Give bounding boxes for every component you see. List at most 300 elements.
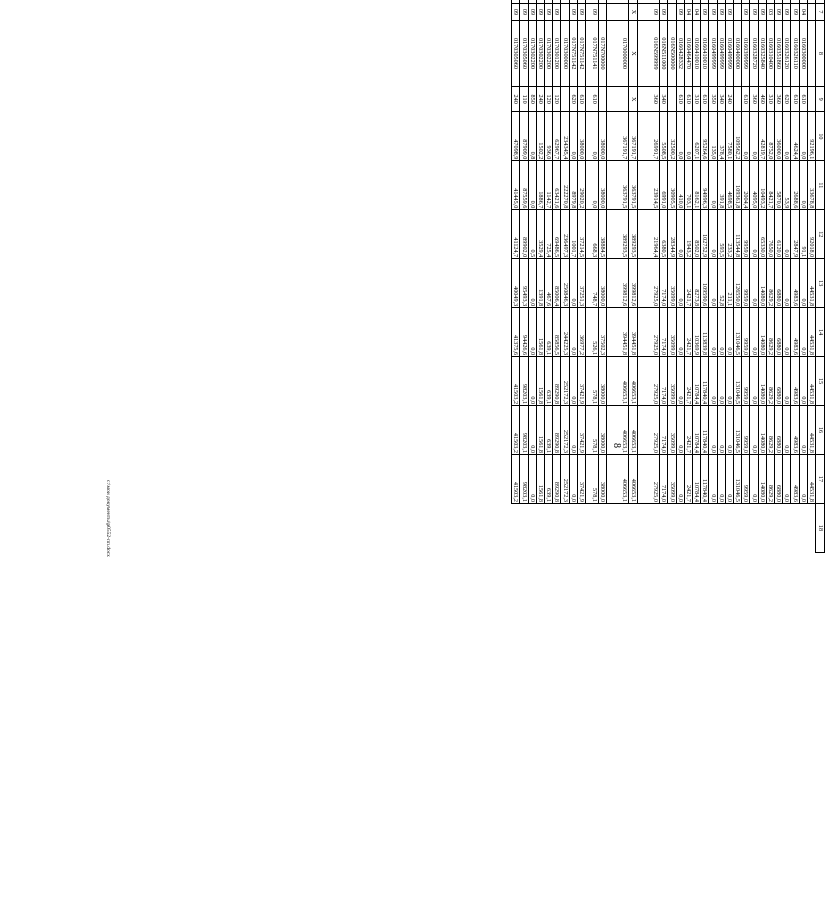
code-cell: 0170305060 [512, 20, 520, 86]
table-row [725, 0, 733, 553]
header-cell: 7 [816, 3, 825, 20]
code-cell: X [629, 86, 637, 112]
code-cell: 340 [660, 86, 668, 112]
value-cell: 5508,5 [660, 112, 668, 161]
value-cell: 37421,9 [577, 455, 585, 504]
value-cell: 9959,0 [742, 406, 750, 455]
value-cell: 0,0 [569, 406, 577, 455]
rotated-table-area [235, 0, 825, 553]
value-cell: 6207,1 [692, 112, 700, 161]
header-cell: 16 [816, 406, 825, 455]
value-cell: 0,0 [750, 259, 758, 308]
code-cell: 0160499999 [725, 20, 733, 86]
value-cell: 7580,1 [725, 112, 733, 161]
value-cell: 23914,5 [637, 161, 660, 210]
value-cell: 6991,0 [660, 161, 668, 210]
table-row [766, 0, 774, 553]
code-cell: 09 [520, 3, 528, 20]
code-cell: 0160300000 [799, 20, 807, 86]
table-row [536, 0, 544, 553]
value-cell: 94996,3 [701, 161, 709, 210]
code-cell: 016N511000 [660, 20, 668, 86]
value-cell: 28344,9 [668, 210, 676, 259]
value-cell: 10784,4 [692, 406, 700, 455]
value-cell: 62967,7 [553, 112, 561, 161]
value-cell: 94426,6 [520, 308, 528, 357]
value-cell: 92018,0 [807, 210, 815, 259]
value-cell: 250846,3 [561, 259, 569, 308]
value-cell: 0,0 [709, 161, 717, 210]
value-cell: 5870,0 [774, 161, 782, 210]
code-cell: 240 [536, 86, 544, 112]
value-cell: 89902,0 [520, 210, 528, 259]
value-cell: 7174,0 [660, 406, 668, 455]
value-cell: 211,1 [725, 259, 733, 308]
value-cell: 0,0 [586, 161, 598, 210]
value-cell: 98203,1 [520, 406, 528, 455]
value-cell: 89290,8 [553, 406, 561, 455]
code-cell: 017N751142 [577, 20, 585, 86]
value-cell: 135,0 [709, 112, 717, 161]
value-cell: 748,7 [586, 259, 598, 308]
code-cell: 04 [692, 3, 700, 20]
value-cell: 0,0 [799, 308, 807, 357]
value-cell: 7650,0 [766, 210, 774, 259]
code-cell: 0160326120 [783, 20, 791, 86]
value-cell: 26991,7 [637, 112, 660, 161]
value-cell: 91,1 [799, 210, 807, 259]
value-cell: 8273,8 [692, 259, 700, 308]
code-cell [598, 3, 606, 20]
value-cell: 32500,2 [668, 112, 676, 161]
code-cell: 09 [545, 3, 553, 20]
code-cell: 017N700000 [598, 20, 606, 86]
footer-path: с:\мои документы\р0552-пп.docx [105, 480, 111, 557]
code-cell: 110 [520, 86, 528, 112]
value-cell: 252172,3 [561, 357, 569, 406]
value-cell: 47098,9 [512, 112, 520, 161]
value-cell: 0,0 [676, 112, 684, 161]
value-cell: 6880,0 [774, 406, 782, 455]
code-cell: 04 [799, 3, 807, 20]
value-cell: 8979,8 [569, 161, 577, 210]
value-cell: 109562,2 [733, 112, 741, 161]
value-cell: 131046,5 [733, 357, 741, 406]
code-cell: 0170302200 [536, 20, 544, 86]
value-cell: 578,1 [586, 406, 598, 455]
value-cell: 0,0 [709, 357, 717, 406]
value-cell: 113839,8 [701, 308, 709, 357]
value-cell: 35099,0 [668, 406, 676, 455]
value-cell: 0,0 [725, 406, 733, 455]
table-row [676, 0, 684, 553]
value-cell: 44531,8 [807, 406, 815, 455]
code-cell [807, 86, 815, 112]
code-cell [561, 3, 569, 20]
value-cell: 131046,5 [733, 406, 741, 455]
value-cell: 1561,8 [536, 455, 544, 504]
code-cell: 09 [512, 3, 520, 20]
value-cell: 38000,0 [598, 112, 606, 161]
header-cell: 10 [816, 112, 825, 161]
value-cell: 363791,5 [629, 161, 637, 210]
code-cell: 610 [577, 86, 585, 112]
value-cell: 38000,0 [598, 406, 606, 455]
value-cell: 41445,0 [512, 161, 520, 210]
value-cell: 37502,3 [598, 308, 606, 357]
header-cell: 8 [816, 20, 825, 86]
code-cell: 017N751142 [569, 20, 577, 86]
code-cell: X [629, 20, 637, 86]
value-cell: 29020,2 [577, 161, 585, 210]
value-cell: 3529,4 [536, 210, 544, 259]
header-cell: 18 [816, 503, 825, 552]
value-cell: 0,0 [528, 308, 536, 357]
code-cell: 610 [742, 86, 750, 112]
value-cell: 406653,1 [629, 357, 637, 406]
code-cell: 310 [692, 86, 700, 112]
value-cell: 1886,7 [536, 161, 544, 210]
value-cell: 1502,2 [536, 112, 544, 161]
code-cell [733, 86, 741, 112]
table-row [717, 0, 725, 553]
value-cell: 52,8 [717, 259, 725, 308]
value-cell: 27925,0 [637, 357, 660, 406]
value-cell: 102752,9 [701, 210, 709, 259]
code-cell: 310 [766, 86, 774, 112]
value-cell: 0,0 [783, 112, 791, 161]
value-cell: 9959,0 [742, 210, 750, 259]
code-cell: 016N599999 [637, 20, 660, 86]
code-cell: 360 [774, 86, 782, 112]
value-cell: 0,0 [528, 259, 536, 308]
value-cell: 578,1 [586, 455, 598, 504]
table-row [742, 0, 750, 553]
value-cell: 38000,0 [598, 455, 606, 504]
value-cell: 89290,8 [553, 455, 561, 504]
value-cell: 0,0 [783, 308, 791, 357]
code-cell: 09 [758, 3, 766, 20]
value-cell: 593,5 [717, 210, 725, 259]
code-cell: 09 [569, 3, 577, 20]
value-cell: 41124,7 [512, 210, 520, 259]
value-cell: 233,2 [725, 210, 733, 259]
value-cell: 27925,0 [637, 259, 660, 308]
value-cell: 639,1 [545, 308, 553, 357]
value-cell: 0,0 [684, 112, 692, 161]
value-cell: 0,0 [528, 455, 536, 504]
value-cell: 1391,8 [536, 259, 544, 308]
value-cell: 92196,1 [807, 112, 815, 161]
value-cell: 0,5 [528, 210, 536, 259]
code-cell: 09 [701, 3, 709, 20]
value-cell: 7174,0 [660, 455, 668, 504]
code-cell: 09 [553, 3, 561, 20]
value-cell: 0,0 [528, 357, 536, 406]
value-cell: 2847,9 [791, 210, 799, 259]
table-row [668, 0, 676, 553]
value-cell: 0,0 [676, 259, 684, 308]
table-row [553, 0, 561, 553]
value-cell: 936,0 [545, 112, 553, 161]
value-cell: 65330,0 [758, 210, 766, 259]
value-cell: 9959,0 [742, 455, 750, 504]
value-cell: 0,0 [676, 455, 684, 504]
header-row [816, 0, 825, 553]
value-cell: 378,4 [717, 112, 725, 161]
code-cell: 850 [528, 86, 536, 112]
code-cell: 0160410010 [701, 20, 709, 86]
table-row [791, 0, 799, 553]
value-cell: 37421,9 [577, 406, 585, 455]
code-cell: 610 [684, 86, 692, 112]
code-cell: 09 [725, 3, 733, 20]
code-cell: 350 [709, 86, 717, 112]
value-cell: 8629,2 [766, 455, 774, 504]
value-cell: 6880,0 [774, 259, 782, 308]
table-row [660, 0, 668, 553]
value-cell: 0,0 [569, 455, 577, 504]
value-cell: 399812,6 [629, 259, 637, 308]
code-cell: 09 [774, 3, 782, 20]
value-cell: 639,1 [545, 357, 553, 406]
value-cell: 41375,6 [512, 308, 520, 357]
value-cell: 367191,7 [629, 112, 637, 161]
value-cell: 0,0 [676, 357, 684, 406]
code-cell: 620 [569, 86, 577, 112]
header-cell: 11 [816, 161, 825, 210]
value-cell: 0,0 [799, 357, 807, 406]
value-cell: 1142,7 [545, 161, 553, 210]
header-cell: 9 [816, 86, 825, 112]
value-cell: 639,1 [545, 406, 553, 455]
table-row [750, 0, 758, 553]
value-cell: 36000,0 [774, 112, 782, 161]
value-cell: 85006,4 [553, 259, 561, 308]
value-cell: 1561,8 [536, 308, 544, 357]
value-cell: 0,0 [709, 210, 717, 259]
value-cell: 14080,0 [758, 455, 766, 504]
value-cell: 725,4 [545, 210, 553, 259]
value-cell: 35099,0 [668, 308, 676, 357]
value-cell: 9959,0 [742, 357, 750, 406]
value-cell: 38000,0 [598, 161, 606, 210]
value-cell: 44531,8 [807, 308, 815, 357]
value-cell: 0,0 [750, 308, 758, 357]
value-cell: 14080,0 [758, 406, 766, 455]
page-number: 8 [611, 443, 622, 448]
table-row [807, 0, 815, 553]
value-cell: 41503,2 [512, 406, 520, 455]
code-cell: 09 [742, 3, 750, 20]
table-row [709, 0, 717, 553]
code-cell: 0160400000 [733, 20, 741, 86]
value-cell: 8752,0 [766, 112, 774, 161]
value-cell: 406653,1 [629, 455, 637, 504]
value-cell: 2421,7 [684, 308, 692, 357]
value-cell: 0,0 [528, 406, 536, 455]
code-cell: 0160464470 [684, 20, 692, 86]
value-cell: 37214,5 [577, 210, 585, 259]
table-row [561, 0, 569, 553]
value-cell: 6120,0 [774, 210, 782, 259]
value-cell: 8629,2 [766, 406, 774, 455]
code-cell [606, 86, 629, 112]
value-cell: 4983,6 [791, 308, 799, 357]
value-cell: 35099,0 [668, 259, 676, 308]
value-cell: 0,0 [717, 357, 725, 406]
value-cell: 1561,8 [536, 357, 544, 406]
code-cell: 0160325840 [758, 20, 766, 86]
value-cell: 703,1 [684, 161, 692, 210]
value-cell: 0,0 [742, 112, 750, 161]
value-cell: 0,0 [725, 455, 733, 504]
value-cell: 109590,6 [701, 259, 709, 308]
table-row [758, 0, 766, 553]
value-cell: 95264,6 [701, 112, 709, 161]
code-cell: X [629, 3, 637, 20]
code-cell: 0160428332 [676, 20, 684, 86]
value-cell: 113544,8 [733, 210, 741, 259]
code-cell: 0170000000 [606, 20, 629, 86]
value-cell: 0,0 [569, 357, 577, 406]
value-cell: 0,0 [569, 259, 577, 308]
value-cell: 98203,1 [520, 357, 528, 406]
value-cell: 244225,3 [561, 308, 569, 357]
value-cell: 406653,1 [629, 406, 637, 455]
code-cell: 0160499999 [717, 20, 725, 86]
code-cell [561, 86, 569, 112]
value-cell: 6380,5 [660, 210, 668, 259]
table-row [512, 0, 520, 553]
value-cell: 38000,0 [598, 357, 606, 406]
value-cell: 1001,7 [569, 210, 577, 259]
budget-table [511, 0, 825, 553]
value-cell: 1561,8 [536, 406, 544, 455]
value-cell: 126550,0 [733, 259, 741, 308]
value-cell: 40049,3 [512, 259, 520, 308]
table-row [577, 0, 585, 553]
value-cell: 2688,6 [791, 161, 799, 210]
value-cell: 6880,0 [774, 357, 782, 406]
code-cell: 610 [701, 86, 709, 112]
value-cell: 0,0 [709, 259, 717, 308]
value-cell: 4983,6 [791, 357, 799, 406]
code-cell: 03 [766, 3, 774, 20]
value-cell: 0,8 [528, 112, 536, 161]
value-cell: 131046,5 [733, 455, 741, 504]
table-row [606, 0, 629, 553]
value-cell: 0,0 [750, 406, 758, 455]
value-cell: 41503,2 [512, 357, 520, 406]
code-cell: 0160310400 [766, 20, 774, 86]
code-cell: 240 [725, 86, 733, 112]
value-cell: 117840,4 [701, 455, 709, 504]
code-cell: 610 [586, 86, 598, 112]
value-cell: 0,0 [725, 357, 733, 406]
table-row [774, 0, 782, 553]
value-cell: 526,1 [586, 308, 598, 357]
value-cell: 35099,0 [668, 455, 676, 504]
code-cell: 09 [750, 3, 758, 20]
code-cell: 0170305060 [520, 20, 528, 86]
value-cell: 406653,1 [606, 357, 629, 406]
value-cell: 36977,2 [577, 308, 585, 357]
value-cell: 44531,8 [807, 259, 815, 308]
value-cell: 4624,4 [791, 112, 799, 161]
value-cell: 21964,4 [637, 210, 660, 259]
code-cell: 620 [783, 86, 791, 112]
value-cell: 27925,0 [637, 406, 660, 455]
value-cell: 406653,1 [606, 455, 629, 504]
value-cell: 8502,0 [692, 210, 700, 259]
table-body [512, 0, 825, 553]
value-cell: 41503,2 [512, 455, 520, 504]
value-cell: 8629,2 [766, 259, 774, 308]
value-cell: 222270,8 [561, 161, 569, 210]
value-cell: 367191,7 [606, 112, 629, 161]
value-cell: 0,0 [750, 112, 758, 161]
code-cell: 0170302200 [545, 20, 553, 86]
table-row [545, 0, 553, 553]
value-cell: 0,0 [725, 308, 733, 357]
value-cell: 389293,5 [629, 210, 637, 259]
code-cell: 0160399999 [742, 20, 750, 86]
value-cell: 0,0 [709, 308, 717, 357]
header-cell: 17 [816, 455, 825, 504]
value-cell: 44531,8 [807, 357, 815, 406]
code-cell: 360 [750, 86, 758, 112]
value-cell: 0,0 [799, 259, 807, 308]
value-cell: 42819,7 [758, 112, 766, 161]
code-cell: 09 [637, 3, 660, 20]
value-cell: 87559,6 [520, 161, 528, 210]
code-cell: 120 [553, 86, 561, 112]
value-cell: 0,0 [569, 112, 577, 161]
table-row [629, 0, 637, 553]
code-cell [807, 3, 815, 20]
value-cell: 2004,4 [742, 161, 750, 210]
value-cell: 7174,0 [660, 357, 668, 406]
code-cell: 09 [709, 3, 717, 20]
table-row [598, 0, 606, 553]
code-cell: 09 [791, 3, 799, 20]
value-cell: 0,0 [528, 161, 536, 210]
value-cell: 0,0 [799, 112, 807, 161]
code-cell: 360 [637, 86, 660, 112]
value-cell: 95493,3 [520, 259, 528, 308]
value-cell: 27925,0 [637, 455, 660, 504]
value-cell: 406653,1 [606, 406, 629, 455]
code-cell [807, 20, 815, 86]
value-cell: 394451,8 [629, 308, 637, 357]
value-cell: 85856,5 [553, 308, 561, 357]
value-cell: 9959,0 [742, 259, 750, 308]
value-cell: 0,0 [717, 308, 725, 357]
code-cell: 09 [717, 3, 725, 20]
value-cell: 0,0 [709, 455, 717, 504]
value-cell: 8629,2 [766, 308, 774, 357]
table-row [684, 0, 692, 553]
table-row [586, 0, 598, 553]
value-cell: 0,0 [717, 455, 725, 504]
value-cell: 0,0 [676, 210, 684, 259]
code-cell: 240 [512, 86, 520, 112]
value-cell: 0,0 [783, 455, 791, 504]
value-cell: 252172,3 [561, 406, 569, 455]
value-cell: 0,0 [586, 112, 598, 161]
value-cell: 1943,2 [684, 210, 692, 259]
